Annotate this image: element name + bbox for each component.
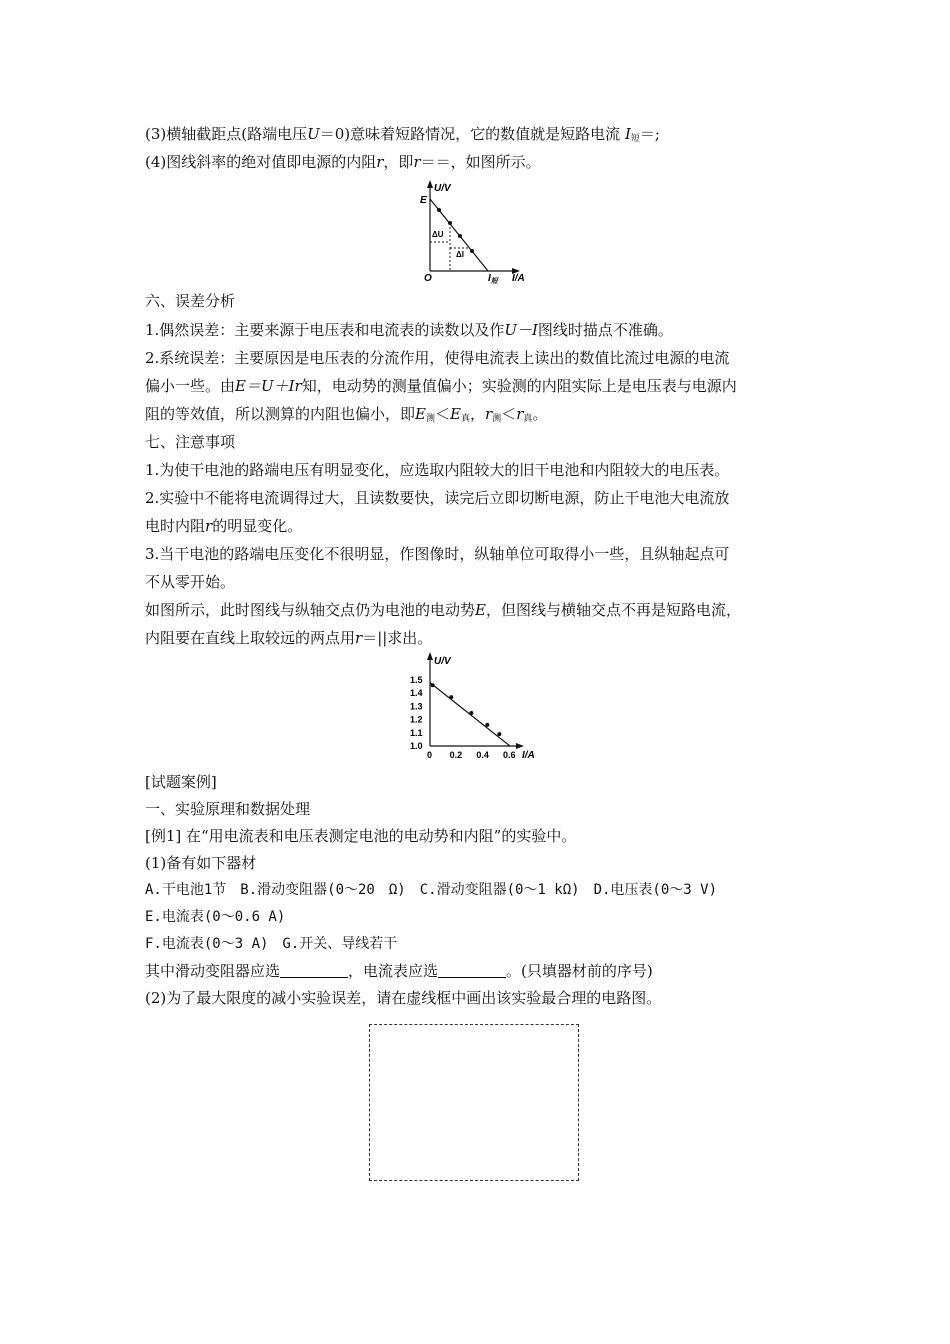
- n4-l2a: 内阻要在直线上取较远的两点用: [145, 629, 356, 647]
- e2-lt1: ＜: [434, 405, 450, 423]
- p3-text-a: (3)横轴截距点(路端电压: [145, 125, 308, 143]
- ui-data-chart: [408, 650, 548, 764]
- chart-x-tick-label: 0: [427, 750, 433, 760]
- equipment-row-3: [145, 934, 397, 954]
- p3-text-b: ＝0)意味着短路情况，它的数值就是短路电流: [319, 125, 621, 143]
- section-principle: [145, 799, 310, 819]
- paragraph-3: [145, 124, 660, 149]
- question-1-ask: [145, 961, 653, 981]
- e2-sub-measured-2: 测: [492, 414, 502, 424]
- n4-e: E: [475, 601, 486, 619]
- q1-row3-text: F.电流表(0～3 A) G.开关、导线若干: [145, 936, 398, 952]
- p4-text-b: ，即: [383, 153, 414, 171]
- e2-e-measured: E: [415, 405, 426, 423]
- n3-l2: 不从零开始。: [145, 573, 236, 591]
- p3-text-c: ＝;: [639, 125, 660, 143]
- equipment-row-2: [145, 907, 285, 927]
- n2-l1: 2.实验中不能将电流调得过大，且读数要快，读完后立即切断电源，防止干电池大电流放: [145, 489, 730, 507]
- fig1-point: [437, 208, 441, 212]
- fig1-ishort: $I_短$: [488, 273, 498, 284]
- chart-y-arrow: [427, 652, 433, 660]
- p4-text-a: (4)图线斜率的绝对值即电源的内阻: [145, 153, 377, 171]
- e2-sub-true-2: 真: [523, 414, 533, 424]
- n1-text: 1.为使干电池的路端电压有明显变化，应选取内阻较大的旧干电池和内阻较大的电压表。: [145, 461, 730, 479]
- p3-var-u: U: [307, 125, 320, 143]
- chart-data-point: [431, 683, 435, 687]
- e2-formula: E＝U＋Ir: [235, 377, 302, 395]
- fig1-xlabel: I/A: [512, 273, 525, 284]
- p3-var-i: I: [624, 125, 631, 143]
- chart-x-tick-label: 0.4: [476, 750, 489, 760]
- chart-x-tick-label: 0.6: [503, 750, 516, 760]
- e2-sub-true: 真: [460, 414, 470, 424]
- paragraph-4: [145, 152, 541, 172]
- p4-var-r2: r: [413, 153, 421, 171]
- note-4-l2: [145, 628, 432, 648]
- e2-l2b: 知，电动势的测量值偏小；实验测的内阻实际上是电压表与电源内: [301, 377, 737, 395]
- e1-text-a: 1.偶然误差：主要来源于电压表和电流表的读数以及作: [145, 321, 505, 339]
- s6-heading: 六、误差分析: [145, 292, 236, 310]
- fig1-di-label: ΔI: [456, 250, 464, 259]
- example-1-intro: [145, 826, 576, 846]
- n4-l2b: ＝||求出。: [362, 629, 433, 647]
- note-1: [145, 460, 729, 480]
- q2-text: (2)为了最大限度的减小实验误差，请在虚线框中画出该实验最合理的电路图。: [145, 989, 662, 1007]
- n4-l1b: ，但图线与横轴交点不再是短路电流，: [485, 601, 741, 619]
- chart-data-point: [449, 695, 453, 699]
- ui-schematic-figure: [416, 178, 536, 284]
- q1-ask-b: ，电流表应选: [348, 962, 439, 980]
- n2-l2b: 的明显变化。: [212, 517, 303, 535]
- question-2: [145, 988, 661, 1008]
- e2-r-measured: r: [484, 405, 493, 423]
- chart-xlabel: I/A: [522, 750, 535, 761]
- e2-l1: 2.系统误差：主要原因是电压表的分流作用，使得电流表上读出的数值比流过电源的电流: [145, 349, 730, 367]
- section-notes: [145, 432, 235, 452]
- fig1-e-label: E: [420, 195, 427, 206]
- note-3-l1: [145, 544, 729, 564]
- note-2-l1: [145, 488, 729, 508]
- section-error-analysis: [145, 291, 235, 311]
- chart-y-tick-label: 1.1: [410, 727, 423, 738]
- fig1-y-arrow: [427, 180, 433, 188]
- ex1-intro-text: [例1] 在“用电流表和电压表测定电池的电动势和内阻”的实验中。: [145, 827, 577, 845]
- chart-ylabel: U/V: [434, 656, 451, 667]
- chart-y-tick-label: 1.2: [410, 714, 423, 725]
- n3-l1: 3.当干电池的路端电压变化不很明显，作图像时，纵轴单位可取得小一些，且纵轴起点可: [145, 545, 730, 563]
- error-item-2-l1: [145, 348, 729, 368]
- chart-x-tick-label: 0.2: [449, 750, 463, 760]
- question-1-heading: [145, 853, 256, 873]
- note-4-l1: [145, 600, 741, 620]
- q1-ask-c: 。(只填器材前的序号): [506, 962, 653, 980]
- fig1-point: [470, 249, 474, 253]
- sec1-heading-text: 一、实验原理和数据处理: [145, 800, 311, 818]
- chart-y-tick-label: 1.3: [410, 701, 423, 712]
- chart-x-arrow: [516, 743, 524, 749]
- e2-r-true: r: [516, 405, 524, 423]
- equipment-row-1: [145, 880, 717, 900]
- error-item-1: [145, 320, 673, 340]
- q1-heading-text: (1)备有如下器材: [145, 854, 257, 872]
- s7-heading: 七、注意事项: [145, 433, 236, 451]
- e2-lt2: ＜: [501, 405, 517, 423]
- e2-l2a: 偏小一些。由: [145, 377, 236, 395]
- q1-row1-text: A.干电池1节 B.滑动变阻器(0～20 Ω) C.滑动变阻器(0～1 kΩ) D.电压表(0～3 V): [145, 882, 718, 898]
- chart-y-tick-label: 1.4: [410, 688, 423, 699]
- chart-data-point: [469, 711, 473, 715]
- fig1-ylabel: U/V: [434, 183, 451, 194]
- n4-l1a: 如图所示，此时图线与纵轴交点仍为电池的电动势: [145, 601, 476, 619]
- fig1-origin: O: [424, 273, 432, 284]
- error-item-2-l2: [145, 376, 737, 396]
- case-heading-text: [试题案例]: [145, 773, 217, 791]
- e2-l3a: 阻的等效值，所以测算的内阻也偏小，即: [145, 405, 416, 423]
- e1-text-b: 图线时描点不准确。: [537, 321, 673, 339]
- p4-var-r1: r: [376, 153, 384, 171]
- q1-row2-text: E.电流表(0～0.6 A): [145, 909, 286, 925]
- e1-ui: U－I: [504, 321, 538, 339]
- ammeter-answer-blank[interactable]: [438, 963, 506, 978]
- p4-text-c: ＝＝，如图所示。: [420, 153, 541, 171]
- fig1-point: [458, 234, 462, 238]
- note-3-l2: [145, 572, 235, 592]
- n2-r: r: [205, 517, 213, 535]
- n4-r: r: [355, 629, 363, 647]
- n2-l2a: 电时内阻: [145, 517, 206, 535]
- fig1-du-label: ΔU: [432, 230, 444, 239]
- p3-sub-short: 短: [630, 134, 640, 144]
- rheostat-answer-blank[interactable]: [280, 963, 348, 978]
- e2-end: 。: [532, 405, 548, 423]
- circuit-drawing-box[interactable]: [369, 1024, 579, 1181]
- chart-y-tick-label: 1.5: [410, 675, 423, 685]
- case-heading: [145, 772, 217, 792]
- chart-y-tick-label: 1.0: [410, 741, 423, 751]
- e2-comma: ，: [469, 405, 485, 423]
- e2-e-true: E: [450, 405, 461, 423]
- error-item-2-l3: [145, 404, 547, 429]
- note-2-l2: [145, 516, 302, 536]
- e2-sub-measured: 测: [425, 414, 435, 424]
- q1-ask-a: 其中滑动变阻器应选: [145, 962, 281, 980]
- chart-data-point: [497, 732, 501, 736]
- chart-data-point: [485, 723, 489, 727]
